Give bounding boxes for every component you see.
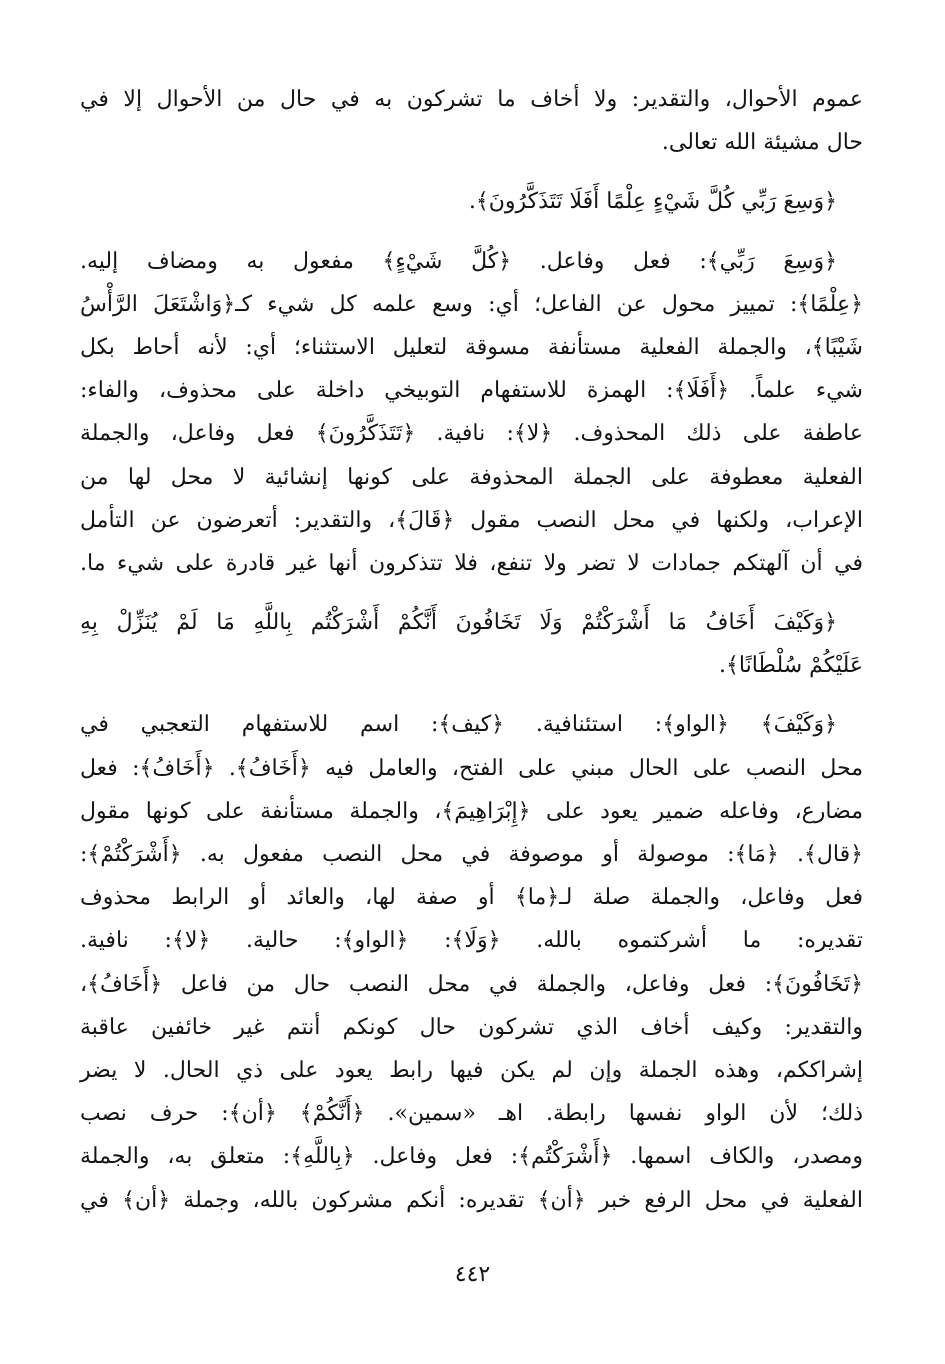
page-number: ٤٤٢ bbox=[454, 1262, 491, 1287]
text-line: والتقدير: وكيف أخاف الذي تشركون حال كونكم أنتم غير خائفين عاقبة bbox=[80, 1014, 863, 1040]
text-line: فعل وفاعل، والجملة صلة لـ﴿ما﴾ أو صفة لها، والعائد أو الرابط محذوف bbox=[80, 885, 863, 911]
text-line: ﴿وَكَيْفَ﴾ ﴿الواو﴾: استئنافية. ﴿كيف﴾: اسم للاستفهام التعجبي في bbox=[80, 712, 837, 738]
text-line: عاطفة على ذلك المحذوف. ﴿لا﴾: نافية. ﴿تَتَذَكَّرُونَ﴾ فعل وفاعل، والجملة bbox=[80, 421, 863, 447]
paragraph-grammar-analysis bbox=[80, 703, 863, 1221]
verse-line: عَلَيْكُمْ سُلْطَانًا﴾. bbox=[718, 653, 863, 679]
text-line: إشراككم، وهذه الجملة وإن لم يكن فيها رابط يعود على ذي الحال. لا يضر bbox=[80, 1057, 863, 1083]
text-line: مضارع، وفاعله ضمير يعود على ﴿إِبْرَاهِيمَ﴾، والجملة مستأنفة على كونها مقول bbox=[80, 798, 863, 824]
paragraph-grammar-analysis bbox=[80, 240, 863, 586]
quran-verse-block bbox=[80, 601, 863, 687]
text-line: شَيْبًا﴾، والجملة الفعلية مستأنفة مسوقة لتعليل الاستثناء؛ أي: لأنه أحاط بكل bbox=[80, 334, 863, 360]
verse-line: ﴿وَكَيْفَ أَخَافُ مَا أَشْرَكْتُمْ وَلَا تَخَافُونَ أَنَّكُمْ أَشْرَكْتُم بِاللَّهِ مَا لَمْ يُنَزِّلْ بِهِ bbox=[80, 610, 837, 636]
text-line: ﴿قال﴾. ﴿مَا﴾: موصولة أو موصوفة في محل النصب مفعول به. ﴿أَشْرَكْتُمْ﴾: bbox=[80, 842, 863, 867]
paragraph-commentary-intro bbox=[80, 78, 863, 164]
text-line: ذلك؛ لأن الواو نفسها رابطة. اهـ «سمين». ﴿أَنَّكُمْ﴾ ﴿أن﴾: حرف نصب bbox=[80, 1101, 863, 1127]
text-line: الفعلية معطوفة على الجملة المحذوفة على كونها إنشائية لا محل لها من bbox=[80, 464, 863, 490]
verse-line: ﴿وَسِعَ رَبِّي كُلَّ شَيْءٍ عِلْمًا أَفَلَا تَتَذَكَّرُونَ﴾. bbox=[468, 189, 837, 215]
text-line: حال مشيئة الله تعالى. bbox=[661, 130, 863, 156]
text-line: تقديره: ما أشركتموه بالله. ﴿وَلَا﴾: ﴿الواو﴾: حالية. ﴿لا﴾: نافية. bbox=[80, 928, 863, 954]
text-line: شيء علماً. ﴿أَفَلَا﴾: الهمزة للاستفهام التوبيخي داخلة على محذوف، والفاء: bbox=[80, 378, 863, 404]
text-line: ومصدر، والكاف اسمها. ﴿أَشْرَكْتُم﴾: فعل وفاعل. ﴿بِاللَّهِ﴾: متعلق به، والجملة bbox=[80, 1144, 863, 1170]
text-line: عموم الأحوال، والتقدير: ولا أخاف ما تشركون به في حال من الأحوال إلا في bbox=[80, 87, 864, 112]
text-line: الإعراب، ولكنها في محل النصب مقول ﴿قَالَ﴾، والتقدير: أتعرضون عن التأمل bbox=[80, 507, 863, 533]
text-line: ﴿وَسِعَ رَبِّي﴾: فعل وفاعل. ﴿كُلَّ شَيْءٍ﴾ مفعول به ومضاف إليه. bbox=[80, 248, 837, 274]
text-line: محل النصب على الحال مبني على الفتح، والعامل فيه ﴿أَخَافُ﴾. ﴿أَخَافُ﴾: فعل bbox=[80, 755, 863, 781]
text-line: الفعلية في محل الرفع خبر ﴿أن﴾ تقديره: أنكم مشركون بالله، وجملة ﴿أن﴾ في bbox=[80, 1187, 863, 1213]
text-line: في أن آلهتكم جمادات لا تضر ولا تنفع، فلا تتذكرون أنها غير قادرة على شيء ما. bbox=[80, 550, 863, 576]
text-line: ﴿عِلْمًا﴾: تمييز محول عن الفاعل؛ أي: وسع علمه كل شيء كـ﴿وَاشْتَعَلَ الرَّأْسُ bbox=[80, 291, 863, 317]
quran-verse-block bbox=[80, 180, 863, 223]
text-line: ﴿تَخَافُونَ﴾: فعل وفاعل، والجملة في محل النصب حال من فاعل ﴿أَخَافُ﴾، bbox=[80, 971, 863, 997]
page-body bbox=[80, 78, 863, 1222]
